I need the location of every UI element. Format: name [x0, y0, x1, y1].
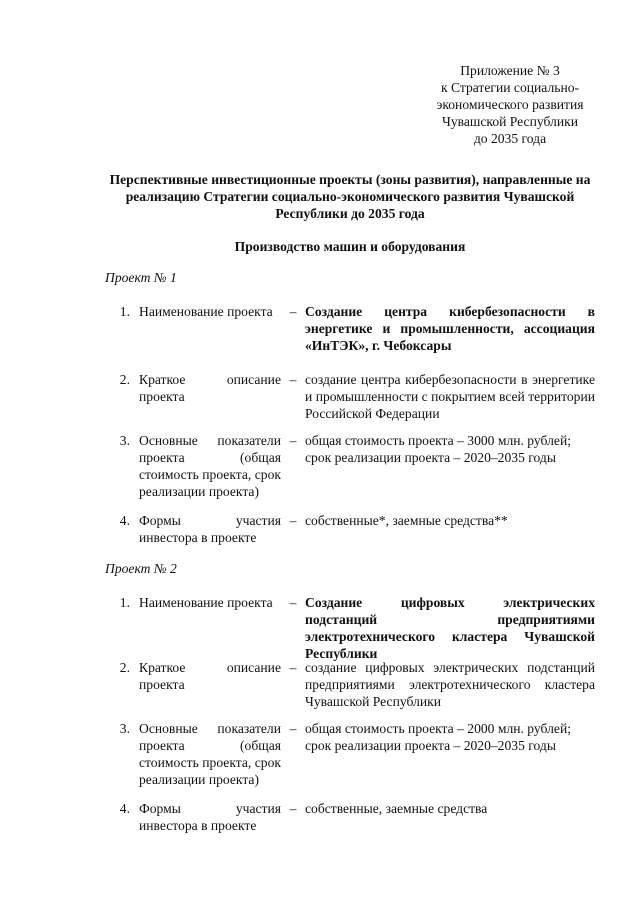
row-number: 3.: [119, 433, 130, 448]
row-label: Основные показатели проекта (общая стоимость проекта, срок реализации проекта): [139, 721, 281, 787]
row-dash: –: [289, 660, 297, 675]
row-dash: –: [289, 433, 297, 448]
row-value: создание центра кибербезопасности в энергетике и промышленности с покрытием всей территории Российской Федерации: [305, 372, 595, 421]
appendix-line: Чувашской Республики: [442, 114, 578, 129]
project-2-label: Проект № 2: [105, 561, 177, 576]
section-heading: Производство машин и оборудования: [234, 239, 466, 254]
row-number: 2.: [119, 372, 130, 387]
row-dash: –: [289, 721, 297, 736]
appendix-line: к Стратегии социально-: [440, 80, 580, 95]
row-number: 2.: [119, 660, 130, 675]
row-value-line: срок реализации проекта – 2020–2035 годы: [305, 738, 556, 753]
appendix-line: экономического развития: [436, 97, 584, 112]
row-value-line: срок реализации проекта – 2020–2035 годы: [305, 450, 556, 465]
row-dash: –: [289, 801, 297, 816]
row-dash: –: [289, 595, 297, 610]
document-title: Перспективные инвестиционные проекты (зоны развития), направленные на реализацию Стратегии социально-экономического развития Чувашской Республики до 2035 года: [109, 172, 591, 221]
row-dash: –: [289, 304, 297, 319]
row-number: 4.: [119, 513, 130, 528]
row-number: 4.: [119, 801, 130, 816]
row-dash: –: [289, 372, 297, 387]
row-value-line: общая стоимость проекта – 3000 млн. рублей;: [305, 433, 571, 448]
row-value: [305, 720, 595, 754]
row-value: собственные, заемные средства: [305, 801, 488, 816]
appendix-block: [420, 62, 600, 147]
row-dash: –: [289, 513, 297, 528]
row-label: Краткое описание проекта: [139, 660, 281, 692]
row-value: создание цифровых электрических подстанций предприятиями электротехнического кластера Чувашской Республики: [305, 660, 595, 709]
row-label: Формы участия инвестора в проекте: [139, 801, 281, 833]
row-label: Наименование проекта: [139, 595, 273, 610]
appendix-line: Приложение № 3: [460, 63, 560, 78]
row-number: 1.: [119, 595, 130, 610]
project-1-label: Проект № 1: [105, 270, 177, 285]
row-value: Создание центра кибербезопасности в энергетике и промышленности, ассоциация «ИнТЭК», г. Чебоксары: [305, 304, 595, 353]
row-value: [305, 432, 595, 466]
row-label: Формы участия инвестора в проекте: [139, 513, 281, 545]
row-label: Наименование проекта: [139, 304, 273, 319]
row-value-line: общая стоимость проекта – 2000 млн. рублей;: [305, 721, 571, 736]
row-number: 1.: [119, 304, 130, 319]
row-value: Создание цифровых электрических подстанций предприятиями электротехнического кластера Чувашской Республики: [305, 595, 595, 661]
appendix-line: до 2035 года: [473, 131, 547, 146]
row-number: 3.: [119, 721, 130, 736]
row-label: Краткое описание проекта: [139, 372, 281, 404]
row-value: собственные*, заемные средства**: [305, 513, 508, 528]
row-label: Основные показатели проекта (общая стоимость проекта, срок реализации проекта): [139, 433, 281, 499]
